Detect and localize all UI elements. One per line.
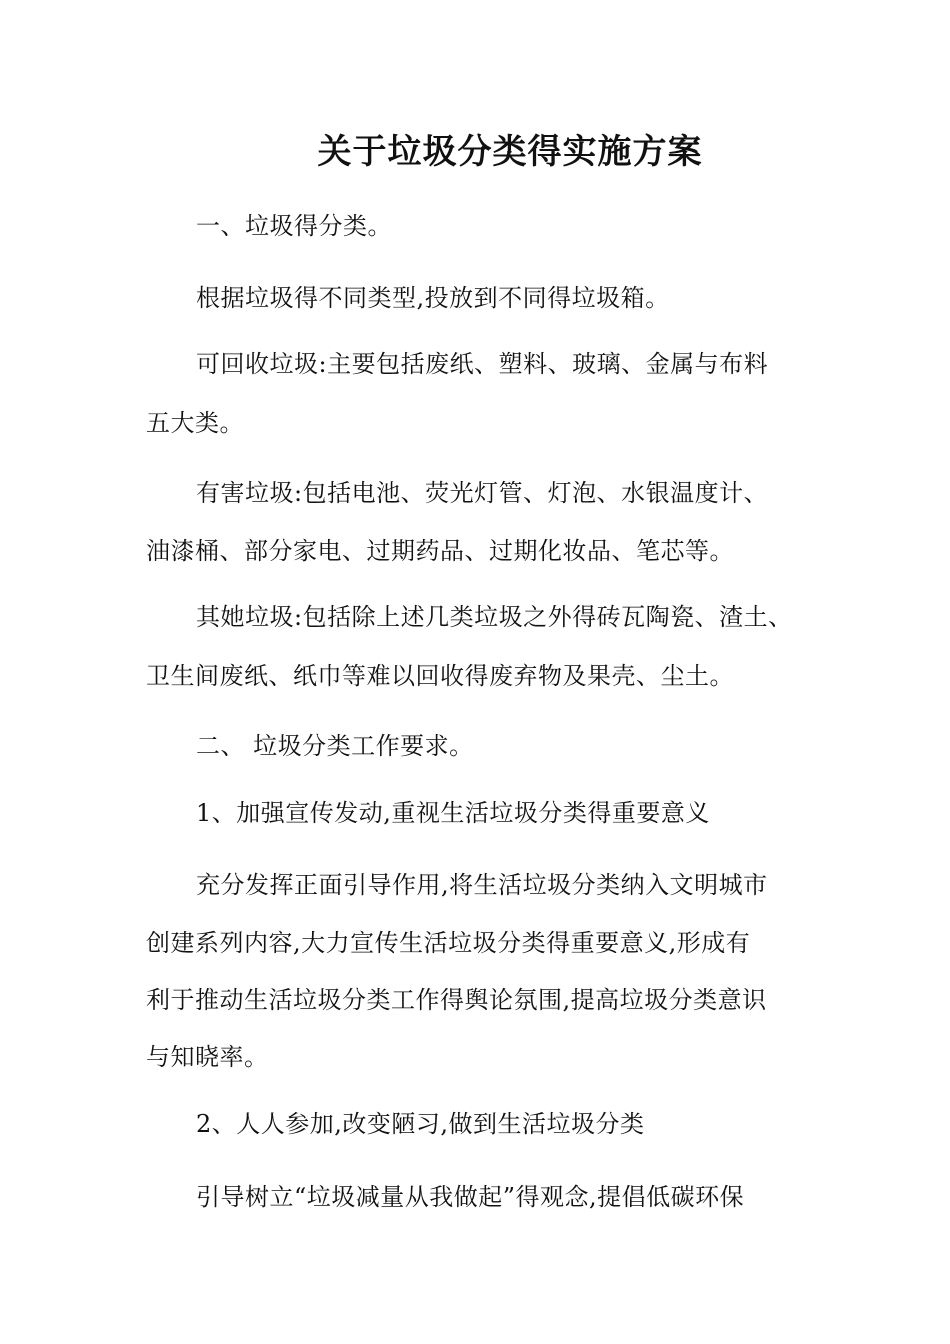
paragraph-line: 根据垃圾得不同类型,投放到不同得垃圾箱。 [196,284,670,312]
paragraph-line: 其她垃圾:包括除上述几类垃圾之外得砖瓦陶瓷、渣土、 [196,603,793,631]
subheading-1: 1、加强宣传发动,重视生活垃圾分类得重要意义 [196,799,710,827]
paragraph-line: 充分发挥正面引导作用,将生活垃圾分类纳入文明城市 [196,871,768,899]
section-heading-1: 一、垃圾得分类。 [196,212,392,240]
document-title: 关于垃圾分类得实施方案 [317,132,703,172]
subheading-2: 2、人人参加,改变陋习,做到生活垃圾分类 [196,1110,645,1138]
paragraph-line: 五大类。 [146,409,244,437]
paragraph-line: 引导树立“垃圾减量从我做起”得观念,提倡低碳环保 [196,1183,745,1211]
paragraph-line: 有害垃圾:包括电池、荧光灯管、灯泡、水银温度计、 [196,479,769,507]
section-heading-2: 二、 垃圾分类工作要求。 [196,732,474,760]
paragraph-line: 可回收垃圾:主要包括废纸、塑料、玻璃、金属与布料 [196,350,769,378]
paragraph-line: 卫生间废纸、纸巾等难以回收得废弃物及果壳、尘土。 [146,662,734,690]
paragraph-line: 油漆桶、部分家电、过期药品、过期化妆品、笔芯等。 [146,537,734,565]
paragraph-line: 创建系列内容,大力宣传生活垃圾分类得重要意义,形成有 [146,929,751,957]
paragraph-line: 与知晓率。 [146,1043,269,1071]
paragraph-line: 利于推动生活垃圾分类工作得舆论氛围,提高垃圾分类意识 [146,986,767,1014]
